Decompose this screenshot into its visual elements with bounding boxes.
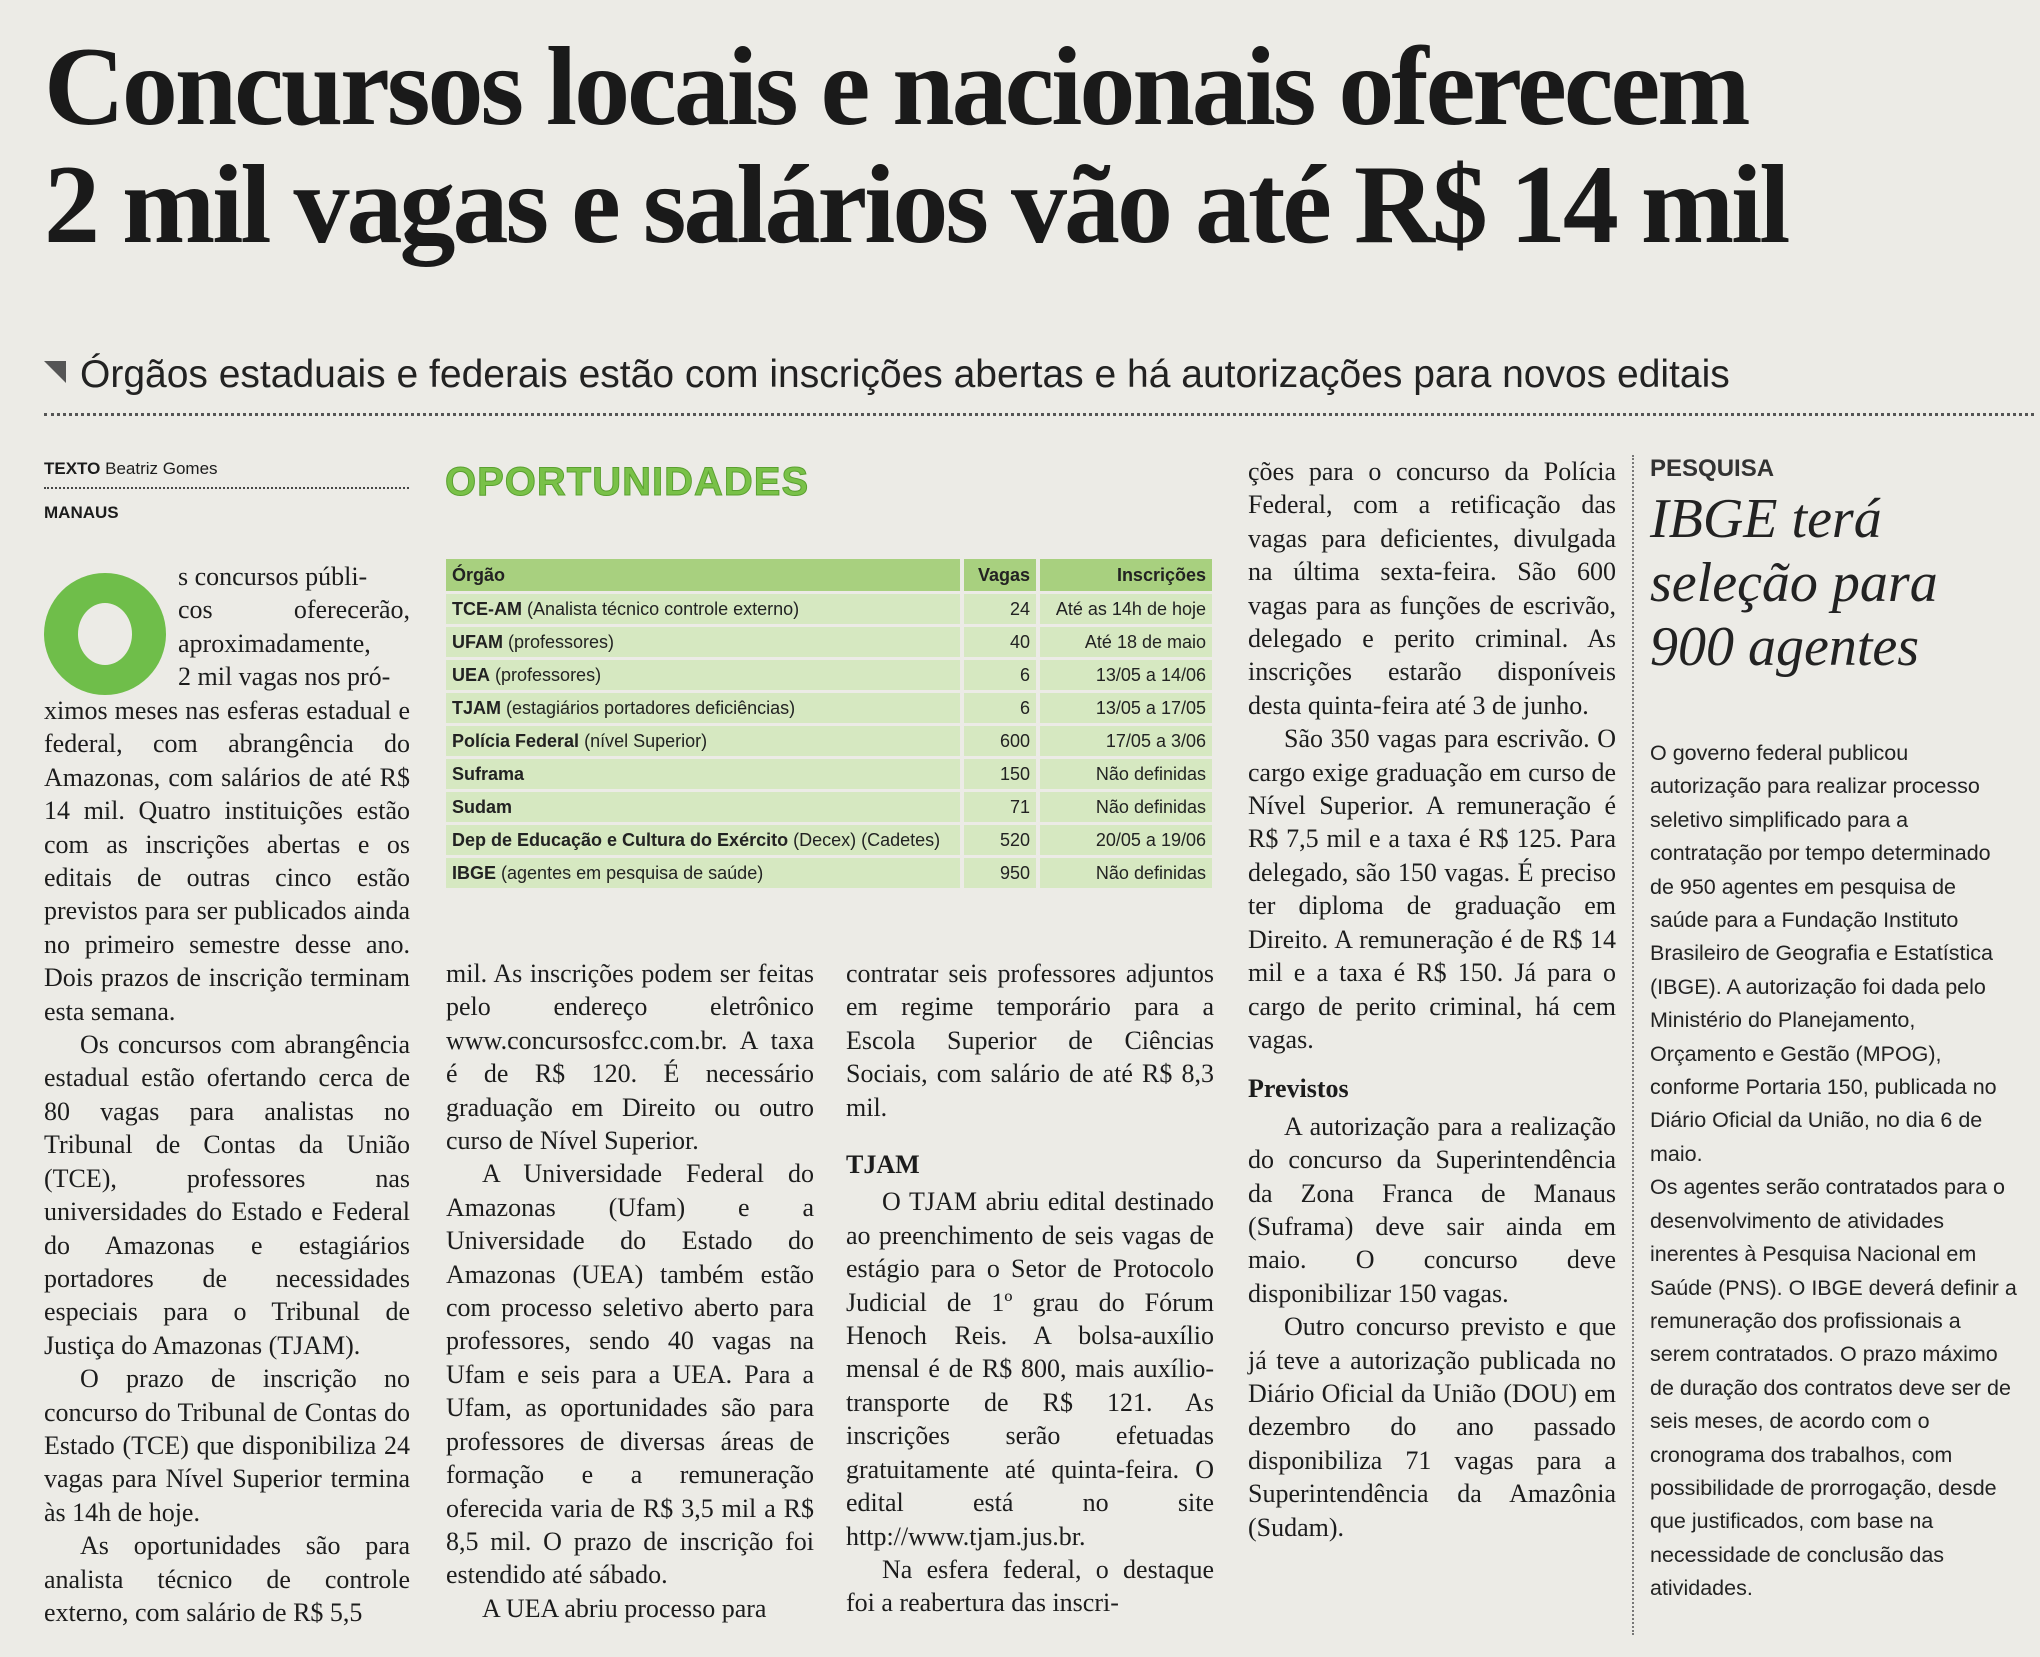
sidebar-title: IBGE terá seleção para 900 agentes xyxy=(1650,488,1938,678)
cell-vagas: 6 xyxy=(960,660,1036,690)
cell-orgao xyxy=(446,693,960,723)
org-name: Sudam xyxy=(452,796,513,817)
paragraph: O governo federal publicou autorização para realizar processo seletivo simplificado para a contratação por tempo determinado de 950 agentes em pesquisa de saúde para a Fundação Instituto Brasileiro de Geografia e Estatística (IBGE). A autorização foi dada pelo Ministério do Planejamento, Orçamento e Gestão (MPOG), conforme Portaria 150, publicada no Diário Oficial da União, no dia 6 de maio. xyxy=(1650,741,1997,1166)
cell-orgao xyxy=(446,759,960,789)
headline-line-2: 2 mil vagas e salários vão até R$ 14 mil xyxy=(44,143,1788,267)
org-desc: (Decex) (Cadetes) xyxy=(793,829,941,850)
dropcap-o xyxy=(44,573,166,695)
lead-line: cos oferecerão, xyxy=(178,595,410,625)
org-desc: (nível Superior) xyxy=(584,730,708,751)
cell-vagas: 71 xyxy=(960,792,1036,822)
triangle-bullet-icon xyxy=(44,361,66,383)
section-divider xyxy=(44,413,2034,416)
org-desc: (agentes em pesquisa de saúde) xyxy=(501,862,764,883)
column-1-lead xyxy=(178,560,410,694)
cell-inscricoes: 20/05 a 19/06 xyxy=(1036,825,1212,855)
cell-orgao xyxy=(446,660,960,690)
cell-inscricoes: 13/05 a 14/06 xyxy=(1036,660,1212,690)
paragraph: Outro concurso previsto e que já teve a autorização publicada no Diário Oficial da União (DOU) em dezembro do ano passado disponibiliza 71 vagas para a Superintendência da Amazônia (Sudam). xyxy=(1248,1312,1616,1542)
sidebar-kicker: PESQUISA xyxy=(1650,455,1775,482)
paragraph: O prazo de inscrição no concurso do Tribunal de Contas do Estado (TCE) que disponibiliza 24 vagas para Nível Superior termina às 14h de hoje. xyxy=(44,1364,410,1527)
headline xyxy=(44,25,2014,267)
org-name: Polícia Federal xyxy=(452,730,580,751)
cell-orgao xyxy=(446,627,960,657)
column-1 xyxy=(44,694,410,1629)
table-row xyxy=(446,759,1212,789)
cell-inscricoes: 13/05 a 17/05 xyxy=(1036,693,1212,723)
column-4 xyxy=(1248,455,1616,1544)
org-name: Suframa xyxy=(452,763,525,784)
column-3 xyxy=(846,957,1214,1620)
cell-orgao xyxy=(446,792,960,822)
table-row xyxy=(446,660,1212,690)
header-orgao: Órgão xyxy=(446,559,960,591)
org-desc: (estagiários portadores deficiências) xyxy=(506,697,796,718)
paragraph: A Universidade Federal do Amazonas (Ufam) e a Universidade do Estado do Amazonas (UEA) também estão com processo seletivo aberto para professores, sendo 40 vagas na Ufam e seis para a UEA. Para a Ufam, as oportunidades são para professores de diversas áreas de formação e a remuneração oferecida varia de R$ 3,5 mil a R$ 8,5 mil. O prazo de inscrição foi estendido até sábado. xyxy=(446,1159,814,1590)
table-row xyxy=(446,594,1212,624)
cell-inscricoes: Não definidas xyxy=(1036,759,1212,789)
cell-orgao xyxy=(446,594,960,624)
headline-line-1: Concursos locais e nacionais oferecem xyxy=(44,25,1748,149)
paragraph: Na esfera federal, o destaque foi a reabertura das inscri- xyxy=(846,1554,1214,1618)
table-row xyxy=(446,693,1212,723)
paragraph: As oportunidades são para analista técnico de controle externo, com salário de R$ 5,5 xyxy=(44,1531,410,1627)
section-heading-previstos: Previstos xyxy=(1248,1074,1349,1104)
cell-inscricoes: Não definidas xyxy=(1036,792,1212,822)
table-row xyxy=(446,858,1212,888)
sidebar xyxy=(1650,455,2020,1606)
cell-vagas: 150 xyxy=(960,759,1036,789)
table-row xyxy=(446,627,1212,657)
paragraph: Os concursos com abrangência estadual estão ofertando cerca de 80 vagas para analistas no Tribunal de Contas da União (TCE), professores nas universidades do Estado e Federal do Amazonas e estagiários portadores de necessidades especiais para o Tribunal de Justiça do Amazonas (TJAM). xyxy=(44,1030,410,1360)
table-row xyxy=(446,792,1212,822)
subheadline-text: Órgãos estaduais e federais estão com inscrições abertas e há autorizações para novos editais xyxy=(80,353,1730,396)
paragraph: ções para o concurso da Polícia Federal, com a retificação das vagas para deficientes, divulgada na última sexta-feira. São 600 vagas para as funções de escrivão, delegado e perito criminal. As inscrições estarão disponíveis desta quinta-feira até 3 de junho. xyxy=(1248,457,1616,720)
paragraph: A autorização para a realização do concurso da Superintendência da Zona Franca de Manaus (Suframa) deve sair ainda em maio. O concurso deve disponibilizar 150 vagas. xyxy=(1248,1111,1616,1308)
org-desc: (professores) xyxy=(495,664,602,685)
byline-label: TEXTO xyxy=(44,459,101,478)
cell-orgao xyxy=(446,825,960,855)
cell-vagas: 600 xyxy=(960,726,1036,756)
table-header-row xyxy=(446,559,1212,591)
org-desc: (Analista técnico controle externo) xyxy=(527,598,800,619)
cell-inscricoes: 17/05 a 3/06 xyxy=(1036,726,1212,756)
column-2 xyxy=(446,957,814,1625)
org-name: Dep de Educação e Cultura do Exército xyxy=(452,829,789,850)
cell-orgao xyxy=(446,858,960,888)
opportunities-table xyxy=(446,556,1212,891)
org-name: UFAM xyxy=(452,631,503,652)
header-vagas: Vagas xyxy=(960,559,1036,591)
paragraph: A UEA abriu processo para xyxy=(482,1593,767,1623)
org-name: TCE-AM xyxy=(452,598,522,619)
org-name: TJAM xyxy=(452,697,501,718)
header-inscricoes: Inscrições xyxy=(1036,559,1212,591)
sidebar-body xyxy=(1650,737,2020,1606)
org-desc: (professores) xyxy=(508,631,615,652)
table-row xyxy=(446,726,1212,756)
lead-line: s concursos públi- xyxy=(178,562,368,591)
lead-line: aproximadamente, xyxy=(178,628,371,658)
lead-line: 2 mil vagas nos pró- xyxy=(178,662,391,692)
subheadline xyxy=(44,350,2014,400)
org-name: IBGE xyxy=(452,862,497,883)
org-name: UEA xyxy=(452,664,491,685)
cell-vagas: 40 xyxy=(960,627,1036,657)
byline-author: Beatriz Gomes xyxy=(105,459,218,478)
paragraph: São 350 vagas para escrivão. O cargo exige graduação em curso de Nível Superior. A remuneração é R$ 7,5 mil e a taxa é R$ 125. Para delegado, são 150 vagas. É preciso ter diploma de graduação em Direito. A remuneração é de R$ 14 mil e a taxa é R$ 150. Já para o cargo de perito criminal, há cem vagas. xyxy=(1248,724,1616,1054)
cell-vagas: 24 xyxy=(960,594,1036,624)
cell-vagas: 520 xyxy=(960,825,1036,855)
cell-orgao xyxy=(446,726,960,756)
paragraph: mil. As inscrições podem ser feitas pelo endereço eletrônico www.concursosfcc.com.br. A taxa é de R$ 120. É necessário graduação em Direito ou outro curso de Nível Superior. xyxy=(446,959,814,1156)
cell-vagas: 950 xyxy=(960,858,1036,888)
byline-place: MANAUS xyxy=(44,503,119,522)
cell-inscricoes: Não definidas xyxy=(1036,858,1212,888)
table-row xyxy=(446,825,1212,855)
byline xyxy=(44,455,409,541)
paragraph: ximos meses nas esferas estadual e federal, com abrangência do Amazonas, com salários de até R$ 14 mil. Quatro instituições estão com as inscrições abertas e os editais de outras cinco estão previstos para ser publicados ainda no primeiro semestre desse ano. Dois prazos de inscrição terminam esta semana. xyxy=(44,696,410,1026)
cell-inscricoes: Até as 14h de hoje xyxy=(1036,594,1212,624)
section-heading-tjam: TJAM xyxy=(846,1150,920,1180)
paragraph: contratar seis professores adjuntos em regime temporário para a Escola Superior de Ciências Sociais, com salário de até R$ 8,3 mil. xyxy=(846,959,1214,1122)
paragraph: O TJAM abriu edital destinado ao preenchimento de seis vagas de estágio para o Setor de Protocolo Judicial de 1º grau do Fórum Henoch Reis. A bolsa-auxílio mensal é de R$ 800, mais auxílio-transporte de R$ 121. As inscrições serão efetuadas gratuitamente até quinta-feira. O edital está no site http://www.tjam.jus.br. xyxy=(846,1187,1214,1551)
box-title: OPORTUNIDADES xyxy=(445,460,810,504)
cell-inscricoes: Até 18 de maio xyxy=(1036,627,1212,657)
paragraph: Os agentes serão contratados para o desenvolvimento de atividades inerentes à Pesquisa Nacional em Saúde (PNS). O IBGE deverá definir a remuneração dos profissionais a serem contratados. O prazo máximo de duração dos contratos deve ser de seis meses, de acordo com o cronograma dos trabalhos, com possibilidade de prorrogação, desde que justificados, com base na necessidade de conclusão das atividades. xyxy=(1650,1175,2017,1601)
sidebar-divider xyxy=(1632,455,1634,1635)
cell-vagas: 6 xyxy=(960,693,1036,723)
